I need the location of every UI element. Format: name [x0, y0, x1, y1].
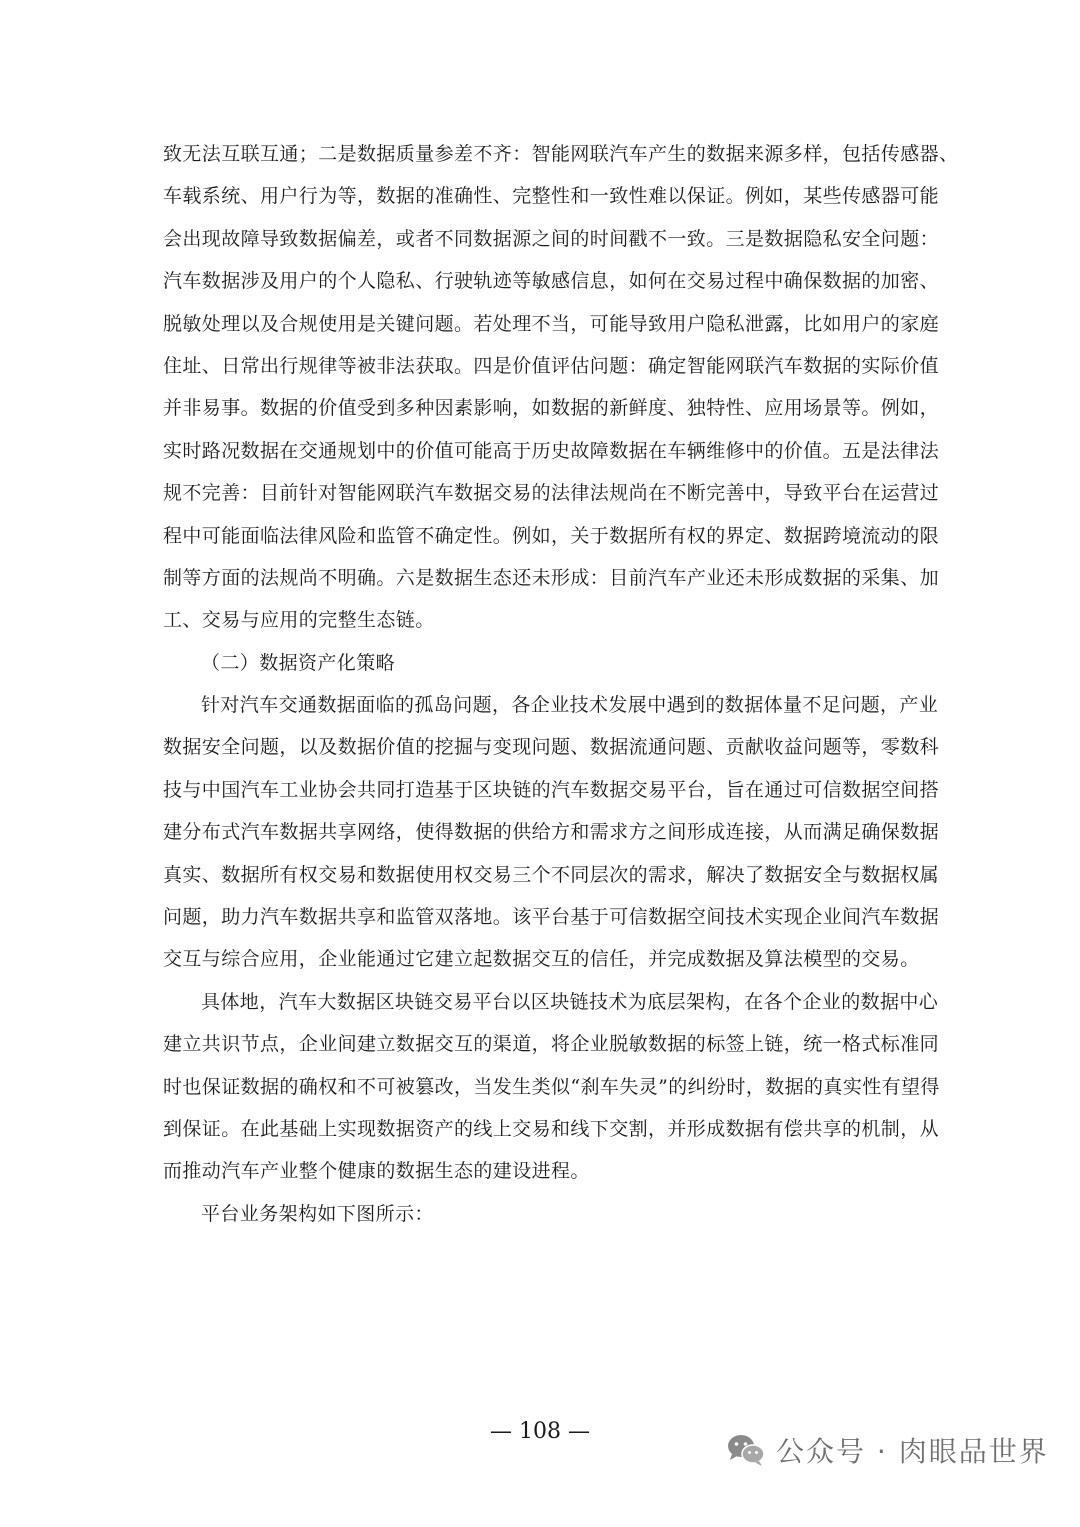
text-line: 交互与综合应用，企业能通过它建立起数据交互的信任，并完成数据及算法模型的交易。 [163, 948, 920, 971]
text-line: 程中可能面临法律风险和监管不确定性。例如，关于数据所有权的界定、数据跨境流动的限 [163, 524, 940, 547]
text-line: 具体地，汽车大数据区块链交易平台以区块链技术为底层架构，在各个企业的数据中心 [201, 990, 939, 1013]
text-line: 会出现故障导致数据偏差，或者不同数据源之间的时间戳不一致。三是数据隐私安全问题： [163, 227, 940, 250]
text-line: 建分布式汽车数据共享网络，使得数据的供给方和需求方之间形成连接，从而满足确保数据 [163, 821, 940, 844]
text-line: 而推动汽车产业整个健康的数据生态的建设进程。 [163, 1160, 590, 1183]
section-heading: （二）数据资产化策略 [201, 651, 396, 674]
text-line: 住址、日常出行规律等被非法获取。四是价值评估问题：确定智能网联汽车数据的实际价值 [163, 354, 940, 377]
text-line: 并非易事。数据的价值受到多种因素影响，如数据的新鲜度、独特性、应用场景等。例如， [163, 397, 940, 420]
text-line: 到保证。在此基础上实现数据资产的线上交易和线下交割，并形成数据有偿共享的机制，从 [163, 1117, 940, 1140]
text-line: 平台业务架构如下图所示： [201, 1202, 434, 1225]
paragraph-4 [163, 1193, 917, 1235]
wechat-icon [726, 1433, 766, 1467]
text-line: 建立共识节点，企业间建立数据交互的渠道，将企业脱敏数据的标签上链，统一格式标准同 [163, 1033, 940, 1056]
text-line: 制等方面的法规尚不明确。六是数据生态还未形成：目前汽车产业还未形成数据的采集、加 [163, 566, 940, 589]
text-line: 问题，助力汽车数据共享和监管双落地。该平台基于可信数据空间技术实现企业间汽车数据 [163, 906, 940, 929]
paragraph-2 [163, 684, 940, 981]
watermark [726, 1424, 1049, 1476]
text-line: 工、交易与应用的完整生态链。 [163, 609, 435, 632]
text-line: 数据安全问题，以及数据价值的挖掘与变现问题、数据流通问题、贡献收益问题等，零数科 [163, 736, 940, 759]
text-line: 针对汽车交通数据面临的孤岛问题，各企业技术发展中遇到的数据体量不足问题，产业 [201, 694, 939, 717]
text-line: 车载系统、用户行为等，数据的准确性、完整性和一致性难以保证。例如，某些传感器可能 [163, 185, 940, 208]
text-line: 实时路况数据在交通规划中的价值可能高于历史故障数据在车辆维修中的价值。五是法律法 [163, 439, 940, 462]
text-line: 技与中国汽车工业协会共同打造基于区块链的汽车数据交易平台，旨在通过可信数据空间搭 [163, 778, 940, 801]
paragraph-3 [163, 981, 940, 1193]
page-number: — 108 — [490, 1419, 590, 1444]
watermark-text: 公众号 · 肉眼品世界 [776, 1435, 1049, 1468]
text-line: 时也保证数据的确权和不可被篡改，当发生类似“刹车失灵”的纠纷时，数据的真实性有望得 [163, 1075, 940, 1098]
paragraph-1 [163, 133, 959, 642]
text-line: 汽车数据涉及用户的个人隐私、行驶轨迹等敏感信息，如何在交易过程中确保数据的加密、 [163, 270, 940, 293]
body-text [163, 133, 959, 1235]
text-line: 脱敏处理以及合规使用是关键问题。若处理不当，可能导致用户隐私泄露，比如用户的家庭 [163, 312, 940, 335]
text-line: 规不完善：目前针对智能网联汽车数据交易的法律法规尚在不断完善中，导致平台在运营过 [163, 482, 940, 505]
text-line: 致无法互联互通；二是数据质量参差不齐：智能网联汽车产生的数据来源多样，包括传感器、 [163, 143, 959, 165]
text-line: 真实、数据所有权交易和数据使用权交易三个不同层次的需求，解决了数据安全与数据权属 [163, 863, 940, 886]
